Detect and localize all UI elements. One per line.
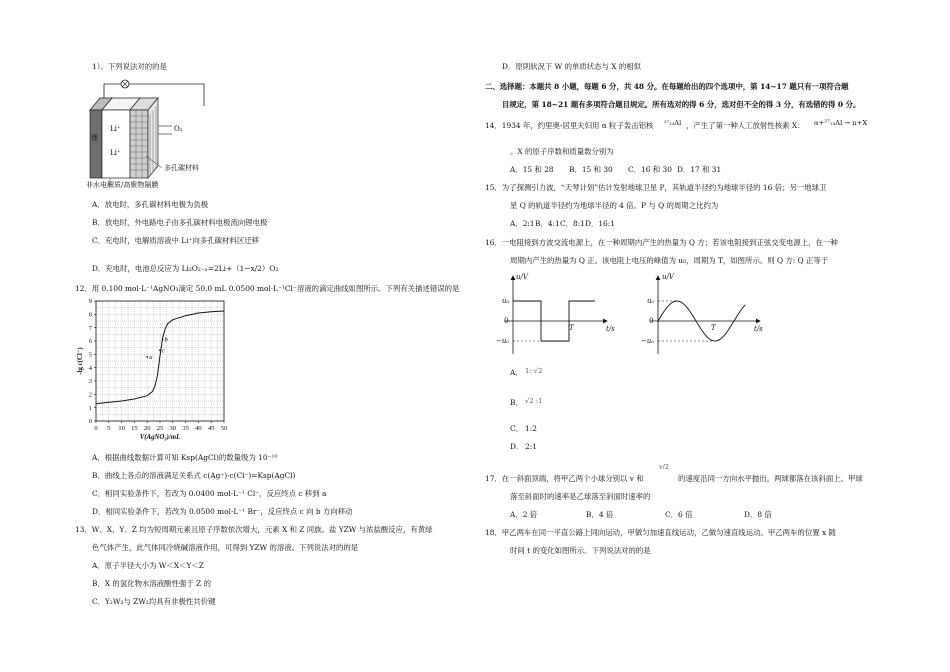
- y-tick-label: 0: [88, 418, 92, 426]
- x-tick-label: 20: [143, 425, 151, 432]
- q11-option-a: A．放电时，多孔碳材料电极为负极: [92, 200, 209, 209]
- q17-fraction: v/2: [659, 463, 669, 471]
- q17-stem-part1: 17．在一斜面顶端，将甲乙两个小球分别以 v 和: [485, 474, 644, 483]
- x-tick-label: 35: [182, 425, 189, 432]
- sine-wave-period-label: T: [711, 324, 716, 332]
- y-tick-label: 9: [88, 298, 92, 306]
- battery-label-lithium: 锂: [91, 134, 98, 142]
- sine-wave-ylabel: u/V: [662, 273, 674, 281]
- point-label-c: c: [162, 347, 165, 355]
- y-axis-label: -lg c(Cl⁻): [77, 347, 84, 375]
- q13-option-d: D．原則狀況下 W 的单质状态与 X 的相似: [502, 62, 642, 71]
- x-tick-label: 45: [207, 425, 215, 432]
- q15-option-c: C．8:1: [560, 219, 585, 228]
- square-wave-tlabel: t/s: [606, 325, 615, 333]
- q14-option-d: D．17 和 31: [677, 165, 722, 174]
- battery-label-o2: O₂: [174, 125, 183, 133]
- y-tick-label: 8: [88, 311, 92, 319]
- q15-stem-line1: 15．为了探测引力波，“天琴计划”估计发射地球卫星 P，其轨道半径约为地球半径的 16 倍；另一地球卫: [485, 183, 827, 192]
- sine-wave-zero-label: 0: [649, 317, 654, 325]
- q17-option-a: A．2 倍: [510, 510, 538, 519]
- q14-option-b: B．15 和 30: [569, 165, 613, 174]
- battery-label-li-ion-2: Li⁺: [110, 149, 121, 157]
- q17-option-d: D．8 倍: [744, 510, 772, 519]
- square-wave-figure: [495, 270, 615, 358]
- q14-stem-line2: 。X 的原子序数和质量数分别为: [510, 147, 614, 156]
- square-wave-u0-label: u₀: [502, 297, 510, 305]
- x-tick-label: 15: [131, 425, 138, 432]
- q14-option-c: C．16 和 30: [628, 165, 672, 174]
- battery-label-li-ion-1: Li⁺: [110, 125, 121, 133]
- x-tick-label: 5: [107, 425, 111, 432]
- y-tick-label: 3: [88, 378, 92, 386]
- q16-option-c-value: 1:2: [525, 424, 537, 433]
- sine-wave-u0-label: u₀: [647, 297, 655, 305]
- square-wave-ylabel: u/V: [516, 273, 528, 281]
- section2-heading-line1: 二、选择题：本题共 8 小题，每题 6 分，共 48 分。在每题给出的四个选项中，第 14~17 题只有一项符合题: [485, 82, 849, 91]
- y-tick-label: 5: [88, 351, 92, 359]
- titration-curve-chart: [76, 295, 236, 445]
- q14-equation: α+²⁷₁₃Al → n+X: [814, 119, 868, 127]
- point-label-b: b: [164, 336, 168, 344]
- y-tick-label: 2: [88, 391, 92, 399]
- sine-wave-tlabel: t/s: [754, 325, 763, 333]
- q17-stem-line2: 落至斜面时的速率是乙球落至斜面时速率的: [510, 492, 651, 501]
- q18-stem-line1: 18．甲乙两车在同一平直公路上同向运动，甲做匀加速直线运动，乙做匀速直线运动。甲乙两车的位置 x 随: [485, 528, 836, 537]
- q16-option-b-value: √2 :1: [525, 397, 543, 405]
- sine-wave-neg-u0-label: −u₀: [641, 337, 655, 345]
- y-tick-label: 6: [88, 338, 92, 346]
- q16-option-d-value: 2:1: [525, 442, 537, 451]
- q12-stem: 12．用 0.100 mol·L⁻¹AgNO₃滴定 50.0 mL 0.0500 mol·L⁻¹Cl⁻溶液的滴定曲线如图所示。下列有关描述错误的是: [75, 284, 460, 293]
- battery-caption: 非水电解质/高聚物隔膜: [86, 181, 159, 189]
- x-tick-label: 25: [156, 425, 164, 432]
- x-tick-label: 10: [118, 425, 125, 432]
- q16-option-d-letter: D．: [510, 442, 524, 451]
- q14-stem-part2: ，产生了第一种人工放射性核素 X：: [686, 121, 805, 130]
- q15-stem-line2: 星 Q 的轨道半径约为地球半径的 4 倍。P 与 Q 的周期之比约为: [510, 201, 719, 210]
- q18-stem-line2: 时间 t 的变化如图所示。下列说法对的的是: [510, 546, 651, 555]
- q11-option-d: D．充电时，电池总反应为 Li₂O₂₋ₓ=2Li+（1−x/2）O₂: [92, 264, 279, 273]
- q12-option-b: B．曲线上各点的溶液满足关系式 c(Ag⁺)·c(Cl⁻)=Ksp(AgCl): [92, 471, 296, 480]
- x-tick-label: 50: [220, 425, 228, 432]
- x-tick-label: 30: [169, 425, 177, 432]
- square-wave-zero-label: 0: [504, 317, 509, 325]
- q15-option-a: A．2:1: [510, 219, 535, 228]
- q16-stem-line2: 周期内产生的热量为 Q 正。该电阻上电压的峰值为 u₀，周期为 T，如图所示。则 Q 方: Q 正等于: [510, 256, 829, 265]
- q15-option-d: D．16:1: [585, 219, 615, 228]
- y-tick-label: 1: [88, 404, 92, 412]
- point-b: [162, 339, 164, 341]
- q17-option-b: B．4 倍: [586, 510, 614, 519]
- battery-label-carbon: 多孔碳材料: [164, 164, 199, 172]
- q13-option-c: C．Y₂W₂与 ZW₂均具有非极性共价键: [92, 597, 216, 606]
- q13-stem-line1: 13．W、X、Y、Z 均为短周期元素且原子序数依次增大，元素 X 和 Z 同族。盐 YZW 与浓盐酸反应，有黄绿: [75, 525, 433, 534]
- q13-option-a: A．原子半径大小为 W＜X＜Y＜Z: [92, 561, 204, 570]
- section2-heading-line2: 目规定，第 18~21 题有多项符合题目规定。所有选对的得 6 分，选对但不全的得 3 分，有选错的得 0 分。: [502, 100, 861, 109]
- q13-option-b: B．X 的氢化物水溶液酸性强于 Z 的: [92, 579, 211, 588]
- square-wave-neg-u0-label: −u₀: [496, 337, 510, 345]
- q14-stem-part1: 14．1934 年，约里奥-居里夫妇用 α 粒子轰击铝核: [485, 121, 654, 130]
- q16-stem-line1: 16．一电阻接到方波交流电源上，在一种周期内产生的热量为 Q 方；若该电阻接到正弦交变电源上，在一种: [485, 238, 838, 247]
- q14-aluminium-nuclide: ²⁷₁₃Al: [664, 119, 682, 127]
- q17-option-c: C．6 倍: [665, 510, 693, 519]
- point-c: [159, 349, 161, 351]
- q14-option-a: A．15 和 28: [510, 165, 554, 174]
- q15-option-b: B．4:1: [535, 219, 560, 228]
- square-wave-period-label: T: [569, 324, 574, 332]
- q11-stem-tail: 1）。下列说法对的的是: [92, 62, 167, 71]
- q12-option-c: C．相同实验条件下，若改为 0.0400 mol·L⁻¹ Cl⁻，反应终点 c 移到 a: [92, 489, 327, 498]
- sine-wave-figure: [642, 270, 772, 358]
- x-tick-label: 40: [195, 425, 202, 432]
- y-tick-label: 7: [88, 324, 92, 332]
- q16-option-b-letter: B．: [510, 398, 523, 407]
- x-axis-label: V(AgNO₃)/mL: [139, 434, 181, 441]
- q12-option-a: A．根据曲线数据计算可知 Ksp(AgCl)的数量级为 10⁻¹⁰: [92, 453, 278, 462]
- q13-stem-line2: 色气体产生，此气体同冷烧碱溶液作用，可得到 YZW 的溶液。下列说法对的的是: [92, 543, 359, 552]
- point-a: [146, 356, 148, 358]
- q16-option-a-value: 1: √2: [525, 367, 543, 375]
- x-tick-label: 0: [94, 425, 98, 432]
- q16-option-a-letter: A．: [510, 368, 523, 377]
- lithium-air-battery-figure: [80, 76, 230, 194]
- q16-option-c-letter: C．: [510, 424, 524, 433]
- q11-option-c: C．充电时，电解质溶液中 Li⁺向多孔碳材料区迁移: [92, 236, 259, 245]
- point-label-a: a: [149, 354, 153, 361]
- q11-option-b: B．放电时，外电路电子由多孔碳材料电极流向锂电极: [92, 218, 268, 227]
- q17-stem-part2: 的速度沿同一方向水平抛出，两球都落在该斜面上。甲球: [678, 474, 863, 483]
- y-tick-label: 4: [88, 364, 92, 372]
- q12-option-d: D．相同实验条件下，若改为 0.0500 mol·L⁻¹ Br⁻，反应终点 c 向 b 方向移动: [92, 507, 353, 516]
